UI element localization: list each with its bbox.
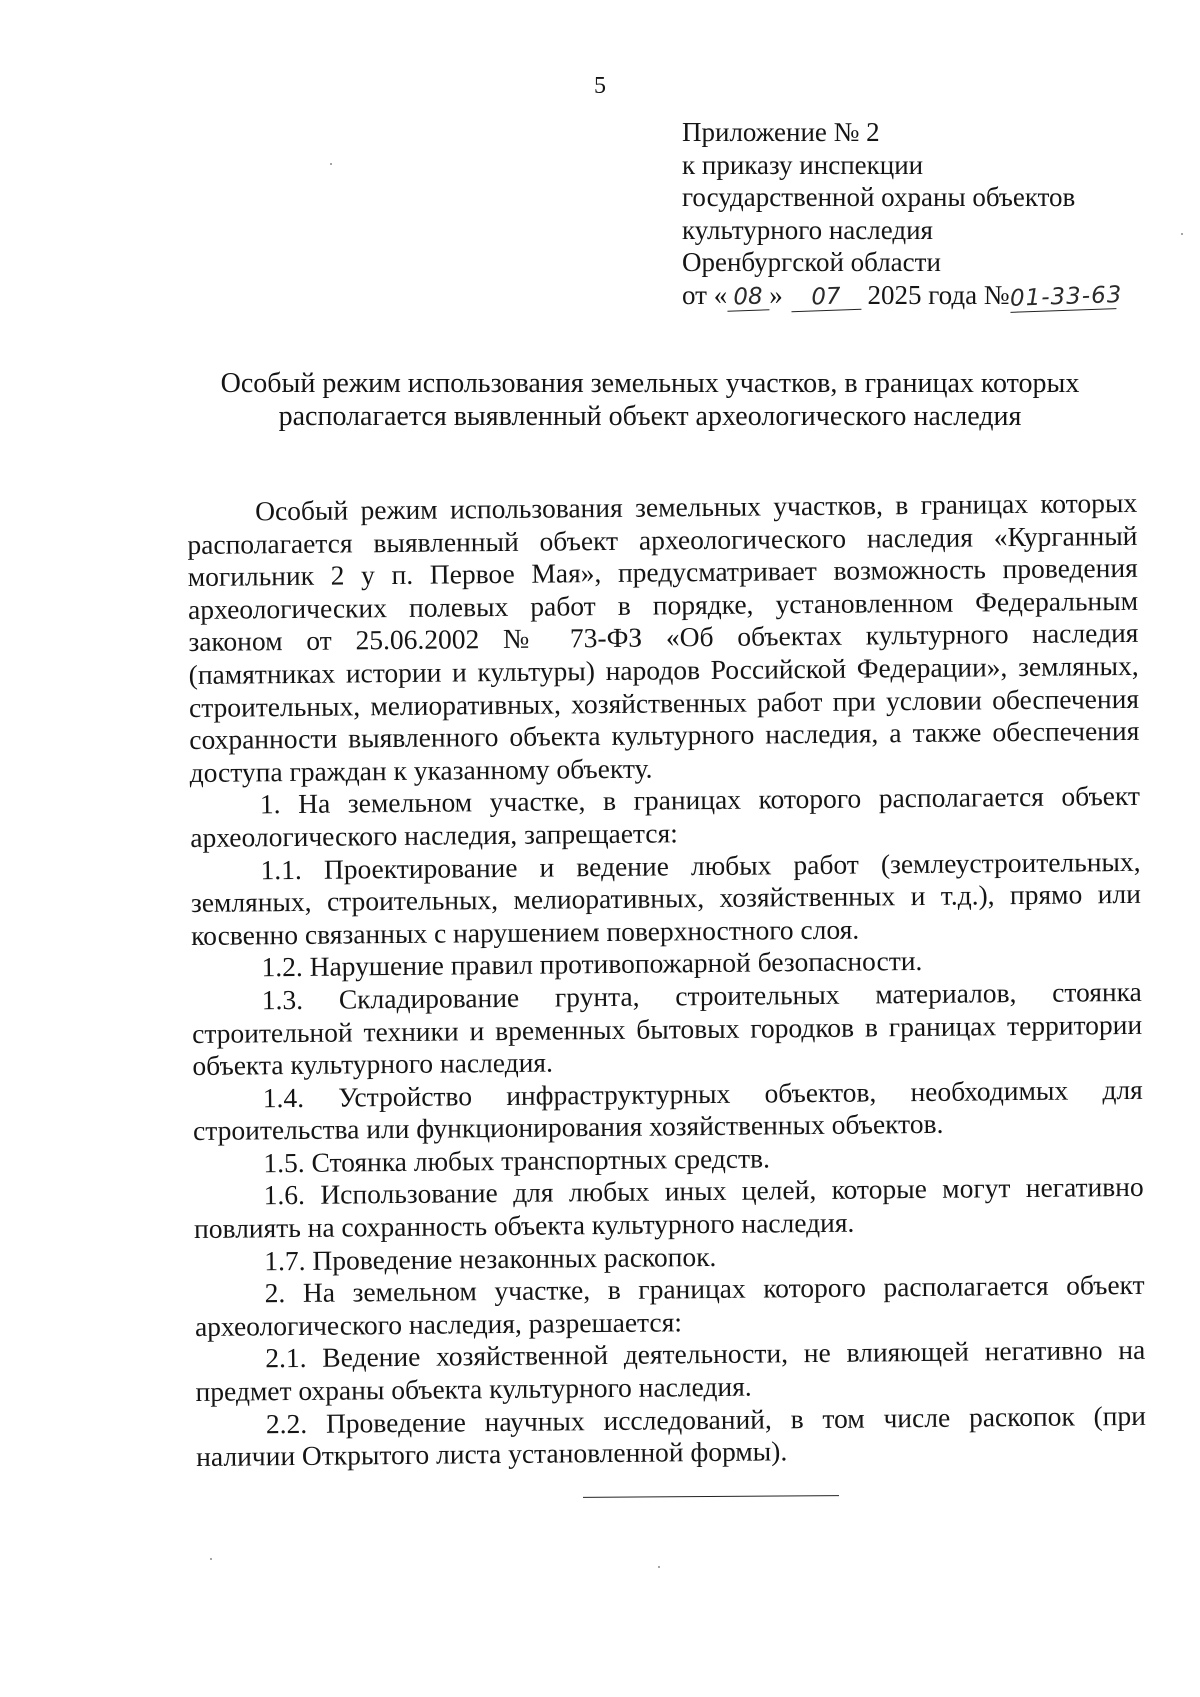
page-number: 5: [594, 73, 606, 99]
section-1-4: 1.4. Устройство инфраструктурных объектов, необходимых для строительства или функционирования хозяйственных объектов.: [192, 1073, 1143, 1147]
scan-speck: [1181, 233, 1183, 235]
intro-paragraph: Особый режим использования земельных участков, в границах которых располагается выявленный объект археологического наследия «Курганный могильник 2 у п. Первое Мая», предусматривает возможность проведения археологических полевых работ в порядке, установленном Федеральным законом от 25.06.2002 № 73-ФЗ «Об объектах культурного наследия (памятниках истории и культуры) народов Российской Федерации», земляных, строительных, мелиоративных, хозяйственных работ при условии обеспечения сохранности выявленного объекта культурного наследия, а также обеспечения доступа граждан к указанному объекту.: [187, 486, 1140, 788]
date-quote-close: »: [769, 279, 783, 310]
handwritten-order-number: 01-33-63: [1009, 281, 1123, 312]
annex-line-inspection: государственной охраны объектов: [682, 182, 1076, 212]
annex-line-heritage: культурного наследия: [682, 214, 933, 245]
handwritten-month: 07: [790, 282, 861, 311]
section-2-1: 2.1. Ведение хозяйственной деятельности, не влияющей негативно на предмет охраны объекта культурного наследия.: [195, 1334, 1146, 1407]
end-separator-line: [583, 1495, 839, 1498]
annex-date-line: [682, 279, 1182, 312]
date-prefix: от «: [682, 279, 728, 310]
handwritten-day: 08: [727, 283, 770, 311]
section-1: 1. На земельном участке, в границах которого располагается объект археологического наследия, запрещается:: [190, 780, 1141, 853]
document-title-line-1: Особый режим использования земельных участков, в границах которых: [220, 368, 1080, 399]
section-2: 2. На земельном участке, в границах которого располагается объект археологического наследия, разрешается:: [194, 1269, 1145, 1342]
annex-header: [682, 116, 1182, 311]
section-2-2: 2.2. Проведение научных исследований, в том числе раскопок (при наличии Открытого листа установленной формы).: [196, 1399, 1147, 1473]
annex-line-order: к приказу инспекции: [682, 149, 924, 180]
document-title: [200, 367, 1100, 433]
section-1-1: 1.1. Проектирование и ведение любых работ (землеустроительных, земляных, строительных, мелиоративных, хозяйственных и т.д.), прямо или косвенно связанных с нарушением поверхностного слоя.: [190, 845, 1142, 951]
section-1-7: 1.7. Проведение незаконных раскопок.: [264, 1240, 717, 1276]
scan-speck: [210, 1558, 212, 1560]
scan-speck: [330, 163, 332, 165]
annex-title: Приложение № 2: [682, 117, 880, 147]
section-1-6: 1.6. Использование для любых иных целей, которые могут негативно повлиять на сохранность объекта культурного наследия.: [193, 1171, 1144, 1245]
scan-speck: [658, 1566, 660, 1568]
date-year-text: 2025 года №: [867, 279, 1010, 310]
section-1-2: 1.2. Нарушение правил противопожарной безопасности.: [261, 945, 923, 983]
document-title-line-2: располагается выявленный объект археологического наследия: [278, 401, 1022, 432]
annex-line-region: Оренбургской области: [682, 247, 941, 277]
document-body: [187, 487, 1146, 1474]
section-1-5: 1.5. Стоянка любых транспортных средств.: [263, 1142, 771, 1179]
section-1-3: 1.3. Складирование грунта, строительных материалов, стоянка строительной техники и временных бытовых городков в границах территории объекта культурного наследия.: [192, 975, 1143, 1082]
